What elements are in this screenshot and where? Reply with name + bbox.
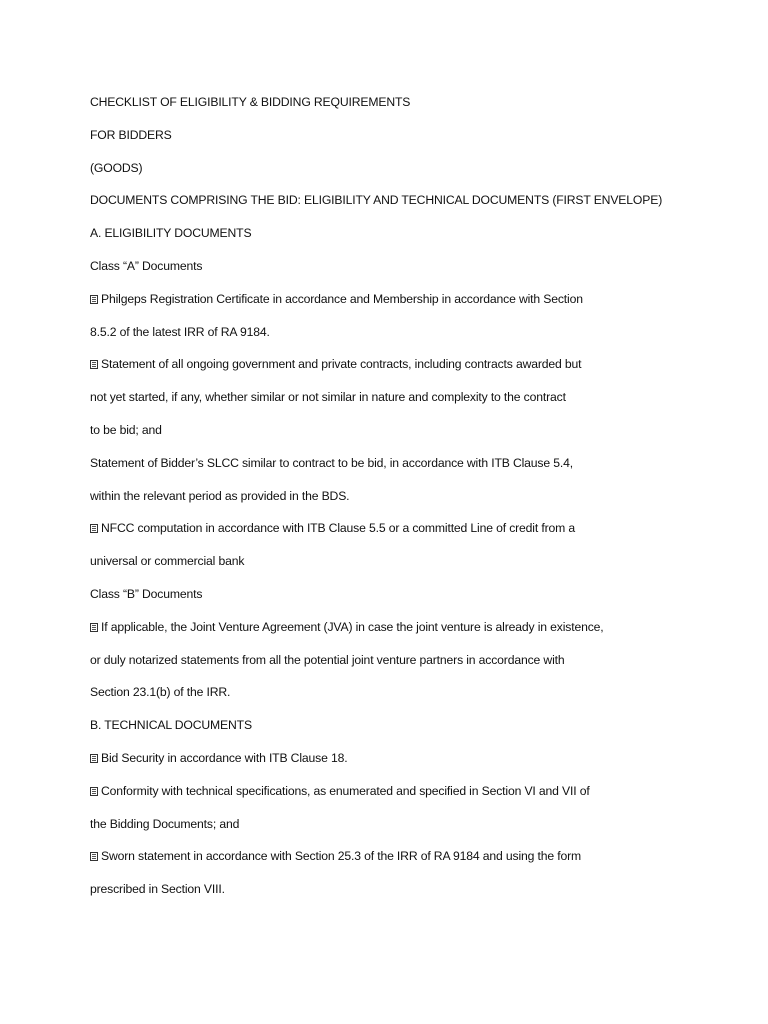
document-subtitle: FOR BIDDERS <box>90 127 172 142</box>
section-heading-eligibility: A. ELIGIBILITY DOCUMENTS <box>90 226 252 241</box>
checkbox-icon <box>90 360 98 369</box>
section-heading-technical: B. TECHNICAL DOCUMENTS <box>90 718 252 733</box>
checklist-item-slcc: Statement of Bidder’s SLCC similar to contract to be bid, in accordance with ITB Clause 5.4, <box>90 455 573 470</box>
checklist-item-jva-cont: or duly notarized statements from all the potential joint venture partners in accordance with <box>90 652 565 667</box>
class-b-heading: Class “B” Documents <box>90 586 203 601</box>
checklist-item-philgeps-cont: 8.5.2 of the latest IRR of RA 9184. <box>90 324 270 339</box>
checklist-item-conformity-cont: the Bidding Documents; and <box>90 816 240 831</box>
checklist-item-sworn-statement: Sworn statement in accordance with Section 25.3 of the IRR of RA 9184 and using the form <box>90 846 750 879</box>
checklist-item-slcc-cont: within the relevant period as provided in the BDS. <box>90 488 350 503</box>
checklist-item-philgeps: Philgeps Registration Certificate in accordance and Membership in accordance with Section <box>90 289 750 322</box>
checkbox-icon <box>90 295 98 304</box>
document-category: (GOODS) <box>90 160 143 175</box>
checkbox-icon <box>90 787 98 796</box>
checklist-item-ongoing-contracts-end: to be bid; and <box>90 422 162 437</box>
document-title: CHECKLIST OF ELIGIBILITY & BIDDING REQUIREMENTS <box>90 95 411 109</box>
document-body <box>90 92 750 912</box>
checkbox-icon <box>90 852 98 861</box>
checklist-item-ongoing-contracts: Statement of all ongoing government and private contracts, including contracts awarded but <box>90 354 750 387</box>
checklist-item-sworn-statement-cont: prescribed in Section VIII. <box>90 882 225 897</box>
checklist-item-bid-security: Bid Security in accordance with ITB Clause 18. <box>90 748 750 781</box>
checklist-item-nfcc: NFCC computation in accordance with ITB Clause 5.5 or a committed Line of credit from a <box>90 518 750 551</box>
checklist-item-jva-end: Section 23.1(b) of the IRR. <box>90 685 231 700</box>
class-a-heading: Class “A” Documents <box>90 258 203 273</box>
checklist-item-nfcc-cont: universal or commercial bank <box>90 554 245 569</box>
checkbox-icon <box>90 623 98 632</box>
checklist-item-ongoing-contracts-cont: not yet started, if any, whether similar or not similar in nature and complexity to the contract <box>90 390 566 405</box>
checkbox-icon <box>90 754 98 763</box>
checklist-item-conformity: Conformity with technical specifications, as enumerated and specified in Section VI and VII of <box>90 781 750 814</box>
section-heading-bid-documents: DOCUMENTS COMPRISING THE BID: ELIGIBILITY AND TECHNICAL DOCUMENTS (FIRST ENVELOPE) <box>90 193 663 208</box>
checkbox-icon <box>90 524 98 533</box>
checklist-item-jva: If applicable, the Joint Venture Agreement (JVA) in case the joint venture is already in existence, <box>90 617 750 650</box>
